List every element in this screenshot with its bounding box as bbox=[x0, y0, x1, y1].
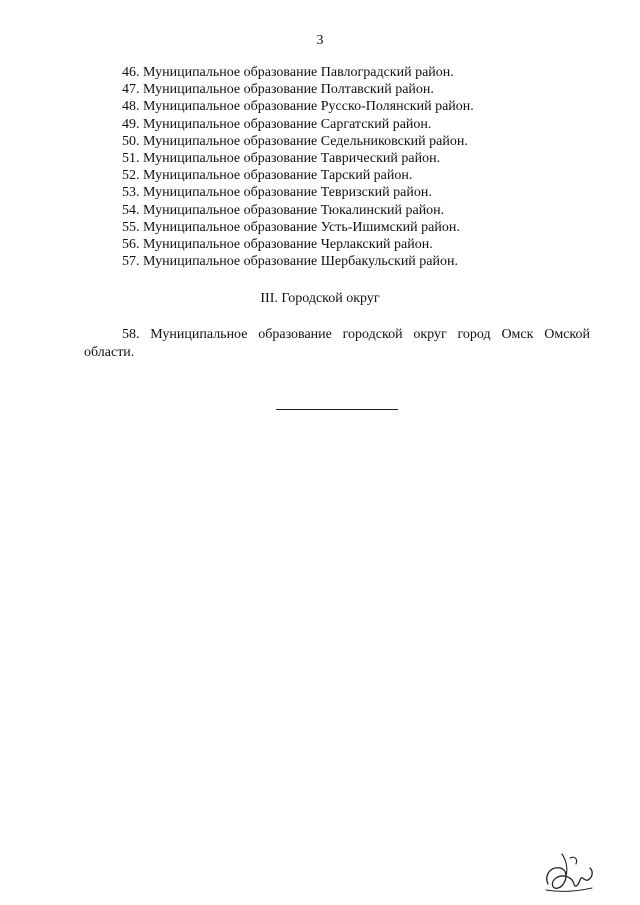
list-item: 52. Муниципальное образование Тарский район. bbox=[122, 168, 413, 184]
list-item: 47. Муниципальное образование Полтавский район. bbox=[122, 82, 434, 98]
list-item: 55. Муниципальное образование Усть-Ишимский район. bbox=[122, 219, 460, 235]
list-item: 57. Муниципальное образование Шербакульский район. bbox=[122, 254, 458, 270]
urban-district-paragraph: 58. Муниципальное образование городской округ город Омск Омской области. bbox=[84, 327, 590, 360]
list-item: 51. Муниципальное образование Таврический район. bbox=[122, 151, 441, 167]
page-number: 3 bbox=[316, 33, 324, 48]
list-item: 54. Муниципальное образование Тюкалинский район. bbox=[122, 202, 445, 218]
list-item: 50. Муниципальное образование Седельниковский район. bbox=[122, 133, 468, 149]
list-item: 46. Муниципальное образование Павлоградский район. bbox=[122, 65, 454, 80]
section-heading: III. Городской округ bbox=[260, 291, 380, 306]
list-item: 56. Муниципальное образование Черлакский район. bbox=[122, 237, 433, 253]
municipality-list bbox=[122, 64, 602, 270]
list-item: 49. Муниципальное образование Саргатский район. bbox=[122, 116, 432, 132]
signature-icon bbox=[540, 846, 600, 896]
list-item: 53. Муниципальное образование Тевризский район. bbox=[122, 185, 432, 201]
end-divider bbox=[276, 409, 398, 410]
list-item: 48. Муниципальное образование Русско-Полянский район. bbox=[122, 99, 474, 115]
